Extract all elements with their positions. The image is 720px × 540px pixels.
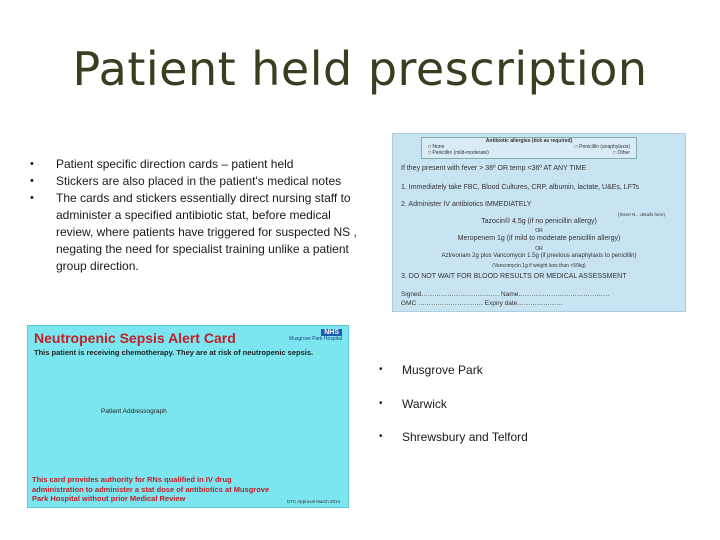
sites-list <box>374 360 674 461</box>
signature-line: Signed……………………………… Name…………………………………… <box>401 291 610 298</box>
hospital-logo <box>282 329 342 342</box>
alert-card-image <box>27 325 349 508</box>
side-note: (Insert N... details here) <box>617 212 665 217</box>
step-2: 2. Administer IV antibiotics IMMEDIATELY <box>401 201 532 208</box>
description-bullets <box>30 156 370 275</box>
drug-2: Meropenem 1g (if mild to moderate penicillin allergy) <box>457 235 621 242</box>
prescription-sticker-image <box>392 133 686 312</box>
hospital-name: Musgrove Park Hospital <box>288 336 342 342</box>
or-divider: OR <box>535 246 543 252</box>
bullet-item: • Patient specific direction cards – patient held <box>30 156 370 173</box>
gmc-line: GMC ………………………… Expiry date………………… <box>401 300 563 307</box>
card-subtitle: This patient is receiving chemotherapy. They are at risk of neutropenic sepsis. <box>34 348 314 357</box>
allergy-box <box>421 137 637 159</box>
bullet-item: • The cards and stickers essentially direct nursing staff to administer a specified antibiotic stat, before medical review, where patients have triggered for suspected NS , negating the need for specialist training unlike a patient group direction. <box>30 190 370 275</box>
allergy-option: □ Other <box>613 150 630 156</box>
step-3: 3. DO NOT WAIT FOR BLOOD RESULTS OR MEDICAL ASSESSMENT <box>401 273 627 280</box>
drug-3: Aztreonam 2g plus Vancomycin 1.5g (if previous anaphylaxis to penicillin) <box>441 253 637 259</box>
step-1: 1. Immediately take FBC, Blood Cultures, CRP, albumin, lactate, U&Es, LFTs <box>401 184 639 191</box>
allergy-option: □ None <box>428 144 445 150</box>
addressograph-label: Patient Addressograph <box>101 408 167 415</box>
approval-date: DTC Approval March 2014 <box>286 499 340 504</box>
bullet-item: • Stickers are also placed in the patient's medical notes <box>30 173 370 190</box>
nhs-badge: NHS <box>321 329 342 336</box>
allergy-option: □ Penicillin (anaphylaxis) <box>574 144 630 150</box>
allergy-header: Antibiotic allergies (tick as required) <box>485 138 573 144</box>
drug-1: Tazocin® 4.5g (if no penicillin allergy) <box>481 218 597 225</box>
slide-title: Patient held prescription <box>72 42 648 96</box>
card-footer: This card provides authority for RNs qualified in IV drug administration to administer a stat dose of antibiotics at Musgrove Park Hospital without prior Medical Review <box>32 475 270 503</box>
allergy-option: □ Penicillin (mild-moderate) <box>428 150 489 156</box>
trigger-text: If they present with fever > 38º OR temp <36º AT ANY TIME <box>401 165 587 172</box>
or-divider: OR <box>535 228 543 234</box>
site-item: • Musgrove Park <box>374 360 674 394</box>
site-item: • Warwick <box>374 394 674 428</box>
drug-3-note: (Vancomycin 1g if weight less than <50kg) <box>492 263 586 269</box>
card-title: Neutropenic Sepsis Alert Card <box>34 330 236 346</box>
site-item: • Shrewsbury and Telford <box>374 427 674 461</box>
